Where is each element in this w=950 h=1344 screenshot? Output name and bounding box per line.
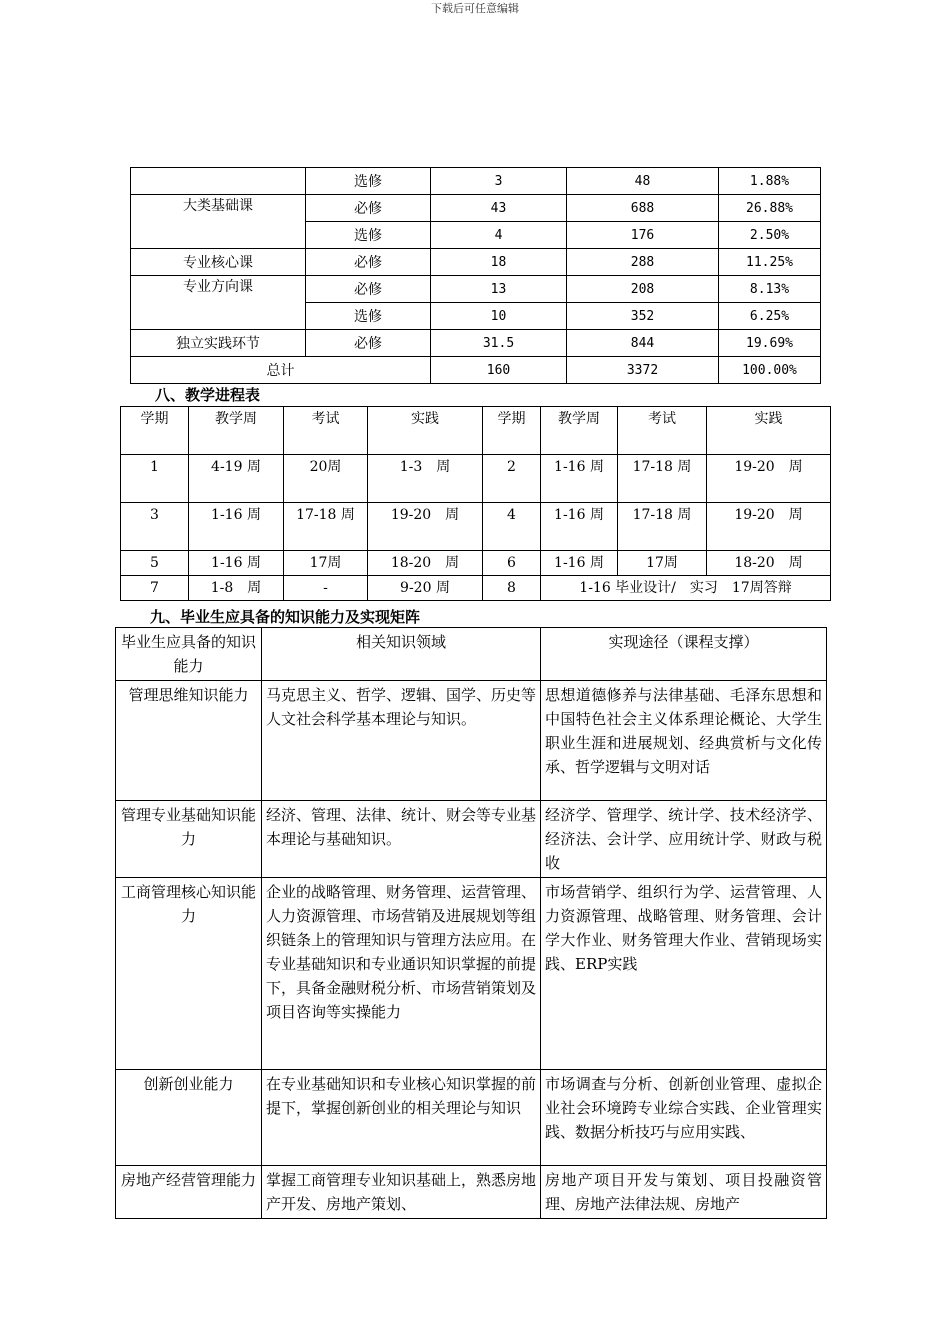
table-cell: 1 xyxy=(121,455,189,503)
table-cell: 288 xyxy=(567,249,719,276)
knowledge-matrix-table xyxy=(115,627,827,1219)
table-cell: 100.00% xyxy=(719,357,821,384)
table-row xyxy=(131,357,821,384)
table-cell: 专业核心课 xyxy=(131,249,306,276)
table-cell: 844 xyxy=(567,330,719,357)
table-cell: 3372 xyxy=(567,357,719,384)
table-cell: 4-19 周 xyxy=(189,455,284,503)
column-header: 教学周 xyxy=(189,407,284,455)
table-cell: 马克思主义、哲学、逻辑、国学、历史等人文社会科学基本理论与知识。 xyxy=(262,681,541,801)
table-row xyxy=(121,551,831,576)
table-row xyxy=(131,276,821,303)
table-cell: 9-20 周 xyxy=(368,576,483,601)
table-row xyxy=(121,455,831,503)
table-cell: 31.5 xyxy=(431,330,567,357)
table-cell: 选修 xyxy=(306,222,431,249)
column-header: 学期 xyxy=(121,407,189,455)
schedule-table xyxy=(120,406,831,601)
table-cell: 必修 xyxy=(306,249,431,276)
table-cell: 市场营销学、组织行为学、运营管理、人力资源管理、战略管理、财务管理、会计学大作业、财务管理大作业、营销现场实践、ERP实践 xyxy=(541,878,827,1070)
table-cell: 19-20 周 xyxy=(707,455,831,503)
column-header: 相关知识领域 xyxy=(262,628,541,681)
table-cell: 2 xyxy=(483,455,541,503)
table-cell: 必修 xyxy=(306,195,431,222)
total-label: 总计 xyxy=(131,357,431,384)
table-cell: 经济、管理、法律、统计、财会等专业基本理论与基础知识。 xyxy=(262,801,541,878)
table-cell: 48 xyxy=(567,168,719,195)
table-cell: 5 xyxy=(121,551,189,576)
table-cell: 4 xyxy=(431,222,567,249)
table-cell: 在专业基础知识和专业核心知识掌握的前提下，掌握创新创业的相关理论与知识 xyxy=(262,1070,541,1166)
table-cell: 1-16 周 xyxy=(541,455,618,503)
column-header: 实现途径（课程支撑） xyxy=(541,628,827,681)
table-cell: 3 xyxy=(121,503,189,551)
table-cell: 房地产经营管理能力 xyxy=(116,1166,262,1219)
table-cell: 1-16 周 xyxy=(189,551,284,576)
table-cell: 6 xyxy=(483,551,541,576)
column-header: 考试 xyxy=(618,407,707,455)
table-cell: 18 xyxy=(431,249,567,276)
table-row xyxy=(116,1070,827,1166)
table-row xyxy=(131,249,821,276)
table-cell: 创新创业能力 xyxy=(116,1070,262,1166)
table-row xyxy=(121,576,831,601)
table-cell: 独立实践环节 xyxy=(131,330,306,357)
table-cell: 4 xyxy=(483,503,541,551)
table-row xyxy=(116,878,827,1070)
table-row xyxy=(131,330,821,357)
table-cell: 7 xyxy=(121,576,189,601)
table-cell: 企业的战略管理、财务管理、运营管理、人力资源管理、市场营销及进展规划等组织链条上的管理知识与管理方法应用。在专业基础知识和专业通识知识掌握的前提下，具备金融财税分析、市场营销策划及项目咨询等实操能力 xyxy=(262,878,541,1070)
table-cell: 13 xyxy=(431,276,567,303)
table-cell: 688 xyxy=(567,195,719,222)
table-header-row xyxy=(116,628,827,681)
table-row xyxy=(116,801,827,878)
column-header: 毕业生应具备的知识能力 xyxy=(116,628,262,681)
table-cell: 1-8 周 xyxy=(189,576,284,601)
section-8-title: 八、教学进程表 xyxy=(155,386,261,404)
table-cell: 3 xyxy=(431,168,567,195)
table-cell: 管理专业基础知识能力 xyxy=(116,801,262,878)
table-cell: 市场调查与分析、创新创业管理、虚拟企业社会环境跨专业综合实践、企业管理实践、数据分析技巧与应用实践、 xyxy=(541,1070,827,1166)
table-cell: 208 xyxy=(567,276,719,303)
table-cell: 工商管理核心知识能力 xyxy=(116,878,262,1070)
section-9-title: 九、毕业生应具备的知识能力及实现矩阵 xyxy=(150,608,421,626)
table-cell: 17周 xyxy=(284,551,368,576)
table-cell: 1.88% xyxy=(719,168,821,195)
table-cell: 管理思维知识能力 xyxy=(116,681,262,801)
table-cell: 1-16 周 xyxy=(541,551,618,576)
column-header: 教学周 xyxy=(541,407,618,455)
table-cell: 1-16 毕业设计/ 实习 17周答辩 xyxy=(541,576,831,601)
table-row xyxy=(116,1166,827,1219)
column-header: 实践 xyxy=(707,407,831,455)
table-cell: 8.13% xyxy=(719,276,821,303)
table-cell: 10 xyxy=(431,303,567,330)
table-cell: 176 xyxy=(567,222,719,249)
table-cell: 选修 xyxy=(306,168,431,195)
table-cell: 必修 xyxy=(306,276,431,303)
table-cell: 必修 xyxy=(306,330,431,357)
table-row xyxy=(131,195,821,222)
table-cell: 19.69% xyxy=(719,330,821,357)
table-cell: 专业方向课 xyxy=(131,276,306,330)
table-cell: 选修 xyxy=(306,303,431,330)
table-cell: 17-18 周 xyxy=(618,503,707,551)
column-header: 实践 xyxy=(368,407,483,455)
table-cell: 17-18 周 xyxy=(284,503,368,551)
table-cell: 18-20 周 xyxy=(368,551,483,576)
table-cell: 6.25% xyxy=(719,303,821,330)
table-cell: 1-16 周 xyxy=(189,503,284,551)
table-cell: 大类基础课 xyxy=(131,195,306,249)
table-row xyxy=(121,503,831,551)
table-cell: 18-20 周 xyxy=(707,551,831,576)
table-cell: 1-16 周 xyxy=(541,503,618,551)
table-cell: 19-20 周 xyxy=(707,503,831,551)
column-header: 学期 xyxy=(483,407,541,455)
table-cell: 20周 xyxy=(284,455,368,503)
table-cell: 掌握工商管理专业知识基础上，熟悉房地产开发、房地产策划、 xyxy=(262,1166,541,1219)
table-cell: 26.88% xyxy=(719,195,821,222)
table-cell: 17周 xyxy=(618,551,707,576)
table-cell: - xyxy=(284,576,368,601)
table-cell: 经济学、管理学、统计学、技术经济学、经济法、会计学、应用统计学、财政与税收 xyxy=(541,801,827,878)
table-row xyxy=(116,681,827,801)
table-row xyxy=(131,168,821,195)
table-cell xyxy=(131,168,306,195)
table-cell: 2.50% xyxy=(719,222,821,249)
page-header: 下载后可任意编辑 xyxy=(431,2,519,15)
table-cell: 房地产项目开发与策划、项目投融资管理、房地产法律法规、房地产 xyxy=(541,1166,827,1219)
table-cell: 352 xyxy=(567,303,719,330)
credit-table xyxy=(130,167,821,384)
table-cell: 8 xyxy=(483,576,541,601)
table-cell: 160 xyxy=(431,357,567,384)
table-cell: 19-20 周 xyxy=(368,503,483,551)
table-cell: 思想道德修养与法律基础、毛泽东思想和中国特色社会主义体系理论概论、大学生职业生涯和进展规划、经典赏析与文化传承、哲学逻辑与文明对话 xyxy=(541,681,827,801)
column-header: 考试 xyxy=(284,407,368,455)
table-cell: 43 xyxy=(431,195,567,222)
table-cell: 17-18 周 xyxy=(618,455,707,503)
table-cell: 11.25% xyxy=(719,249,821,276)
table-header-row xyxy=(121,407,831,455)
table-cell: 1-3 周 xyxy=(368,455,483,503)
